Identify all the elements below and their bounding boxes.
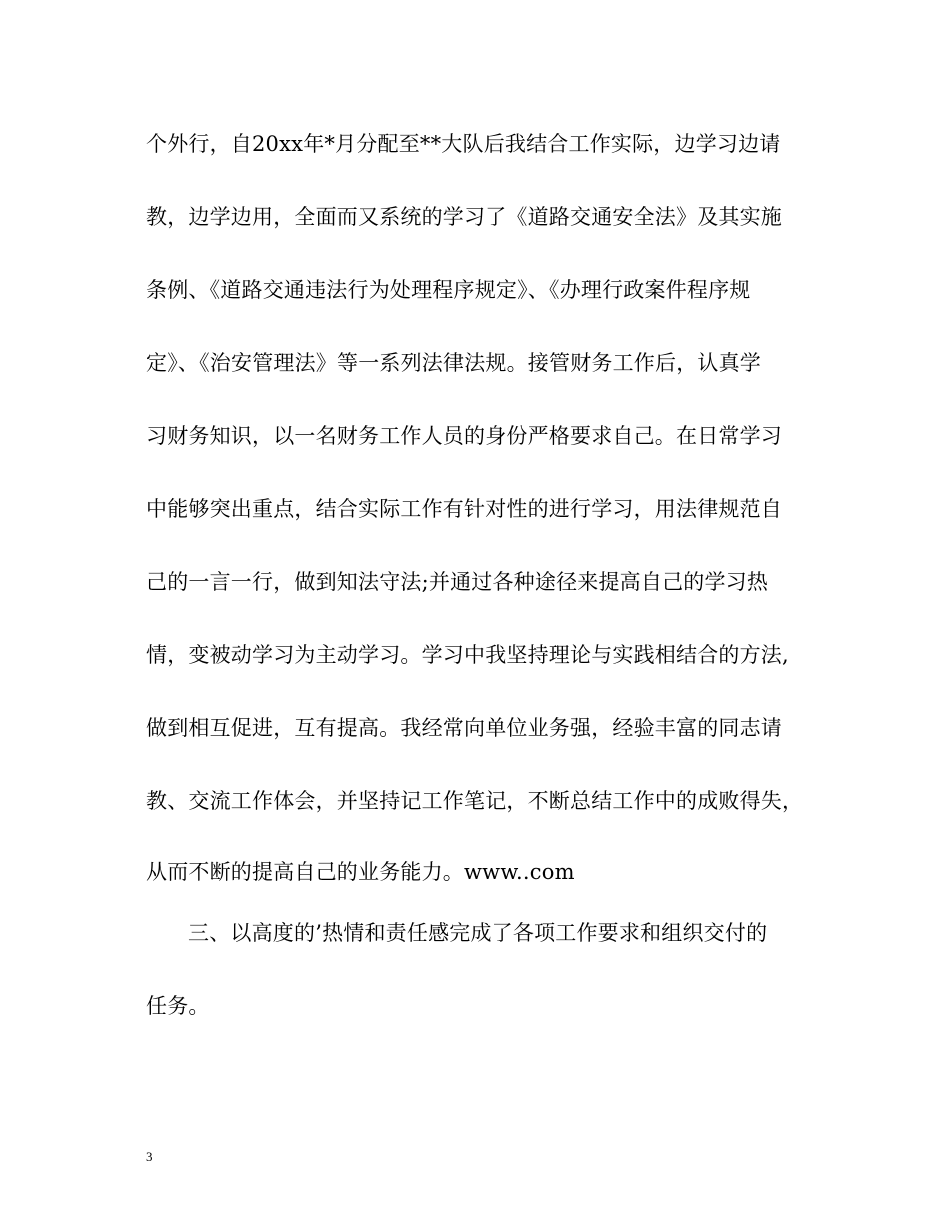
paragraph-line: 从而不断的提高自己的业务能力。www..com (146, 860, 575, 884)
paragraph-line: 习财务知识，以一名财务工作人员的身份严格要求自己。在日常学习 (146, 424, 782, 448)
page-number: 3 (146, 1149, 153, 1164)
paragraph-line: 教、交流工作体会，并坚持记工作笔记，不断总结工作中的成败得失， (146, 789, 804, 813)
paragraph-line: 教，边学边用，全面而又系统的学习了《道路交通安全法》及其实施 (146, 205, 782, 229)
paragraph-line: 情，变被动学习为主动学习。学习中我坚持理论与实践相结合的方法, (146, 643, 789, 667)
paragraph-line: 定》、《治安管理法》等一系列法律法规。接管财务工作后，认真学 (146, 351, 761, 375)
paragraph-line: 中能够突出重点，结合实际工作有针对性的进行学习，用法律规范自 (146, 497, 782, 521)
paragraph-line: 己的一言一行，做到知法守法;并通过各种途径来提高自己的学习热 (146, 570, 769, 594)
section-heading-line: 三、以高度的’热情和责任感完成了各项工作要求和组织交付的 (188, 921, 768, 945)
paragraph-line: 做到相互促进，互有提高。我经常向单位业务强，经验丰富的同志请 (146, 716, 782, 740)
paragraph-line: 个外行，自20xx年*月分配至**大队后我结合工作实际，边学习边请 (146, 132, 781, 156)
paragraph-line: 条例、《道路交通违法行为处理程序规定》、《办理行政案件程序规 (146, 278, 751, 302)
section-heading-line: 任务。 (146, 994, 210, 1018)
